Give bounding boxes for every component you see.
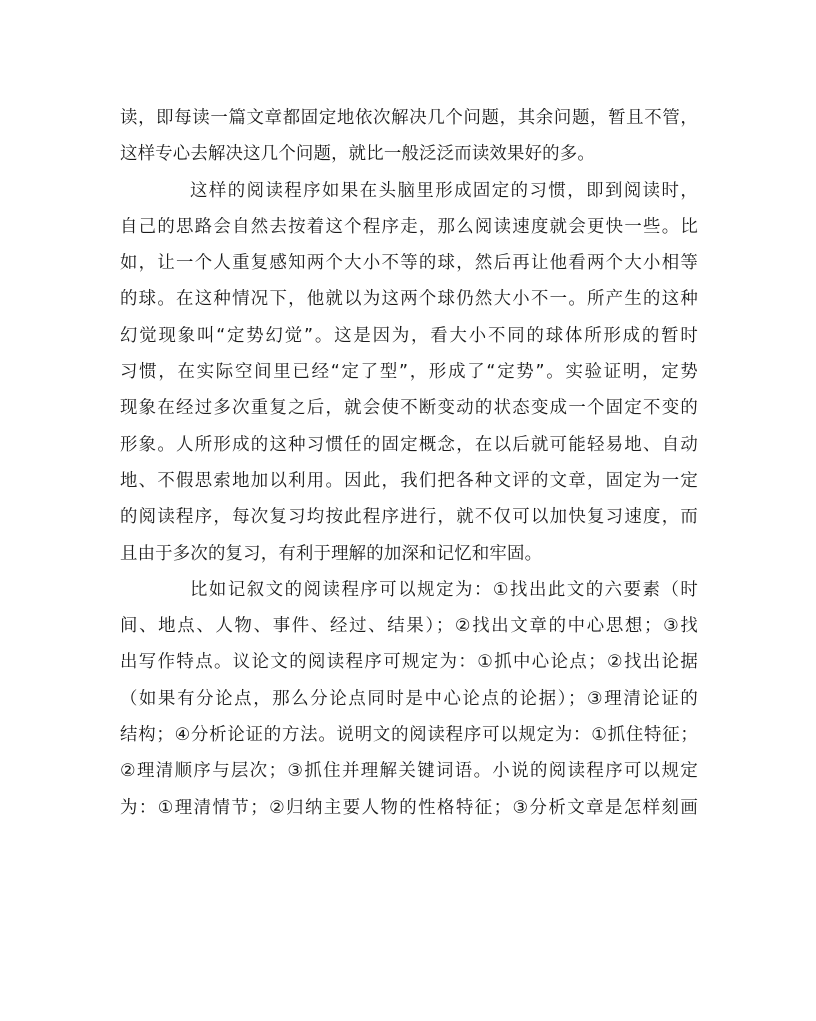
text-line: 自己的思路会自然去按着这个程序走，那么阅读速度就会更快一些。比 bbox=[120, 216, 698, 237]
text-line: 幻觉现象叫“定势幻觉”。这是因为，看大小不同的球体所形成的暂时 bbox=[120, 325, 698, 346]
text-line: 的球。在这种情况下，他就以为这两个球仍然大小不一。所产生的这种 bbox=[120, 289, 698, 310]
text-line: 习惯，在实际空间里已经“定了型”，形成了“定势”。实验证明，定势 bbox=[120, 362, 698, 383]
text-line: 读，即每读一篇文章都固定地依次解决几个问题，其余问题，暂且不管， bbox=[120, 108, 698, 128]
text-line: （如果有分论点，那么分论点同时是中心论点的论据）；③理清论证的 bbox=[120, 688, 698, 709]
text-line: 间、地点、人物、事件、经过、结果）；②找出文章的中心思想；③找 bbox=[120, 616, 698, 637]
text-line: 现象在经过多次重复之后，就会使不断变动的状态变成一个固定不变的 bbox=[120, 398, 698, 419]
text-line: ②理清顺序与层次；③抓住并理解关键词语。小说的阅读程序可以规定 bbox=[120, 761, 698, 782]
text-line: 这样的阅读程序如果在头脑里形成固定的习惯，即到阅读时， bbox=[190, 180, 698, 201]
text-line: 为：①理清情节；②归纳主要人物的性格特征；③分析文章是怎样刻画 bbox=[120, 797, 698, 818]
text-line: 结构；④分析论证的方法。说明文的阅读程序可以规定为：①抓住特征； bbox=[120, 725, 698, 746]
text-line: 的阅读程序，每次复习均按此程序进行，就不仅可以加快复习速度，而 bbox=[120, 507, 698, 528]
text-line: 且由于多次的复习，有利于理解的加深和记忆和牢固。 bbox=[120, 543, 543, 564]
text-line: 如，让一个人重复感知两个大小不等的球，然后再让他看两个大小相等 bbox=[120, 253, 698, 274]
text-line: 比如记叙文的阅读程序可以规定为：①找出此文的六要素（时 bbox=[190, 579, 698, 600]
text-line: 形象。人所形成的这种习惯任的固定概念，在以后就可能轻易地、自动 bbox=[120, 434, 698, 455]
text-line: 地、不假思索地加以利用。因此，我们把各种文评的文章，固定为一定 bbox=[120, 470, 698, 491]
text-line: 这样专心去解决这几个问题，就比一般泛泛而读效果好的多。 bbox=[120, 144, 595, 165]
text-line: 出写作特点。议论文的阅读程序可规定为：①抓中心论点；②找出论据 bbox=[120, 652, 698, 673]
body-text bbox=[120, 100, 698, 826]
